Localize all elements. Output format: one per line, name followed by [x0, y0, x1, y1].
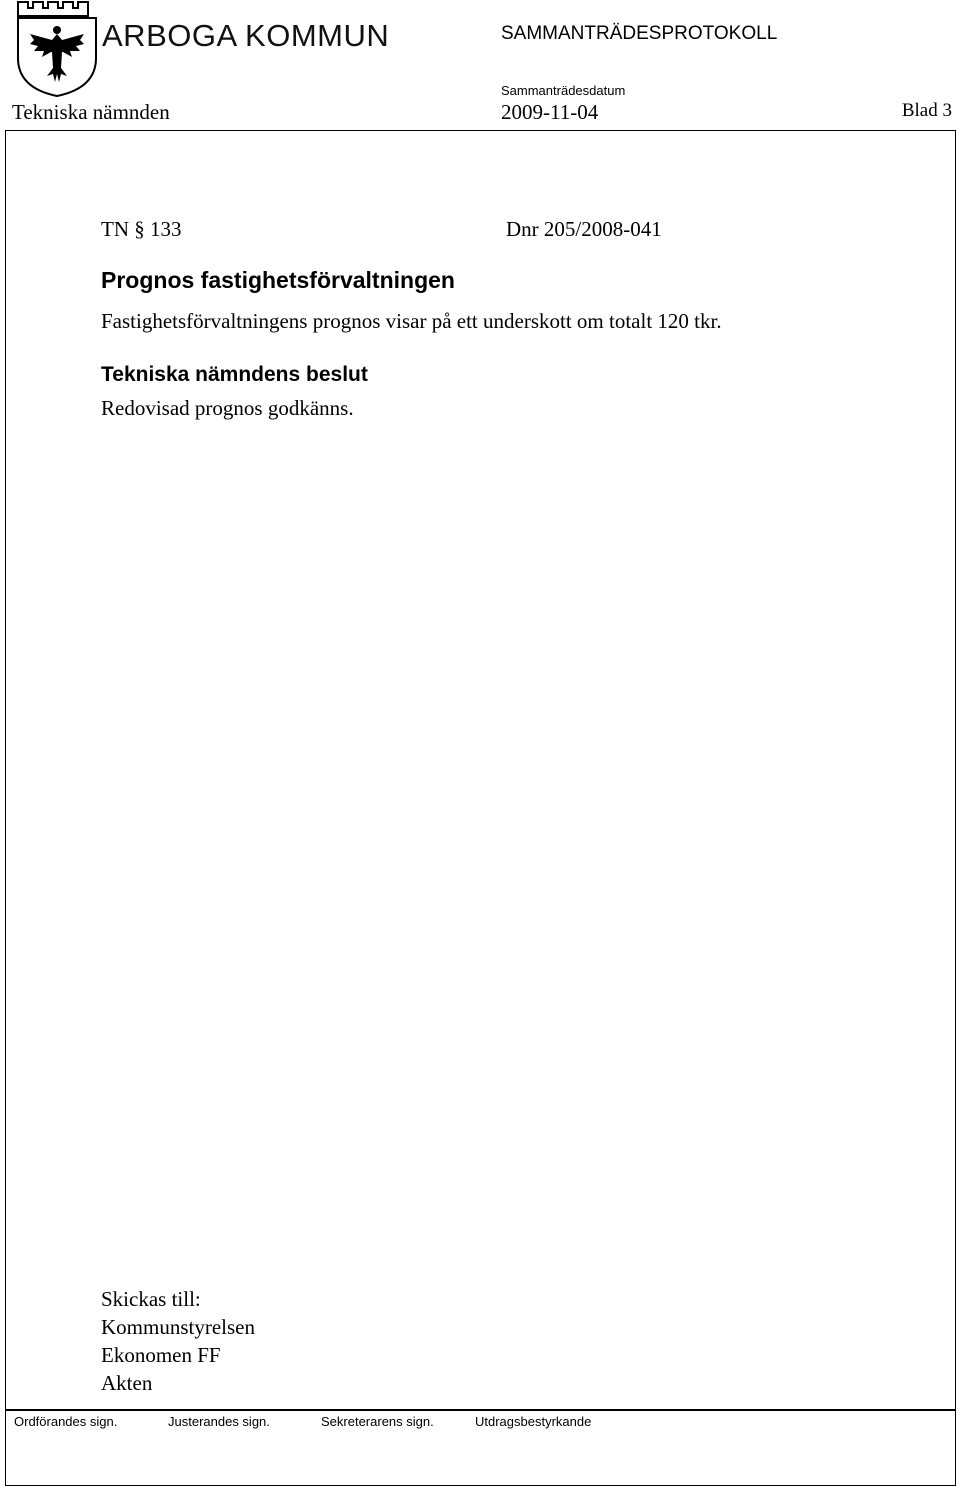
meeting-date: 2009-11-04	[501, 100, 599, 124]
recipient: Ekonomen FF	[101, 1343, 221, 1367]
decision-text: Redovisad prognos godkänns.	[101, 396, 354, 420]
send-to	[101, 1285, 255, 1397]
item-title: Prognos fastighetsförvaltningen	[101, 267, 455, 293]
signature-divider	[6, 1409, 955, 1411]
page-number: Blad 3	[901, 100, 952, 121]
committee-name: Tekniska nämnden	[12, 100, 170, 124]
recipient: Akten	[101, 1371, 153, 1395]
decision-heading: Tekniska nämndens beslut	[101, 363, 368, 386]
extract-certification: Utdragsbestyrkande	[475, 1414, 592, 1429]
diary-number: Dnr 205/2008-041	[506, 217, 662, 241]
secretary-signature: Sekreterarens sign.	[321, 1414, 434, 1429]
protocol-frame	[5, 130, 956, 1486]
item-body: Fastighetsförvaltningens prognos visar på ett underskott om totalt 120 tkr.	[101, 309, 722, 333]
send-to-label: Skickas till:	[101, 1287, 201, 1311]
coat-of-arms-icon	[14, 0, 100, 98]
document-type: SAMMANTRÄDESPROTOKOLL	[501, 23, 778, 44]
meeting-date-label: Sammanträdesdatum	[501, 83, 626, 98]
municipality-name: ARBOGA KOMMUN	[102, 18, 390, 53]
recipient: Kommunstyrelsen	[101, 1315, 255, 1339]
paragraph-number: TN § 133	[101, 217, 182, 241]
chair-signature: Ordförandes sign.	[14, 1414, 118, 1429]
adjuster-signature: Justerandes sign.	[168, 1414, 270, 1429]
page-header	[0, 0, 960, 130]
